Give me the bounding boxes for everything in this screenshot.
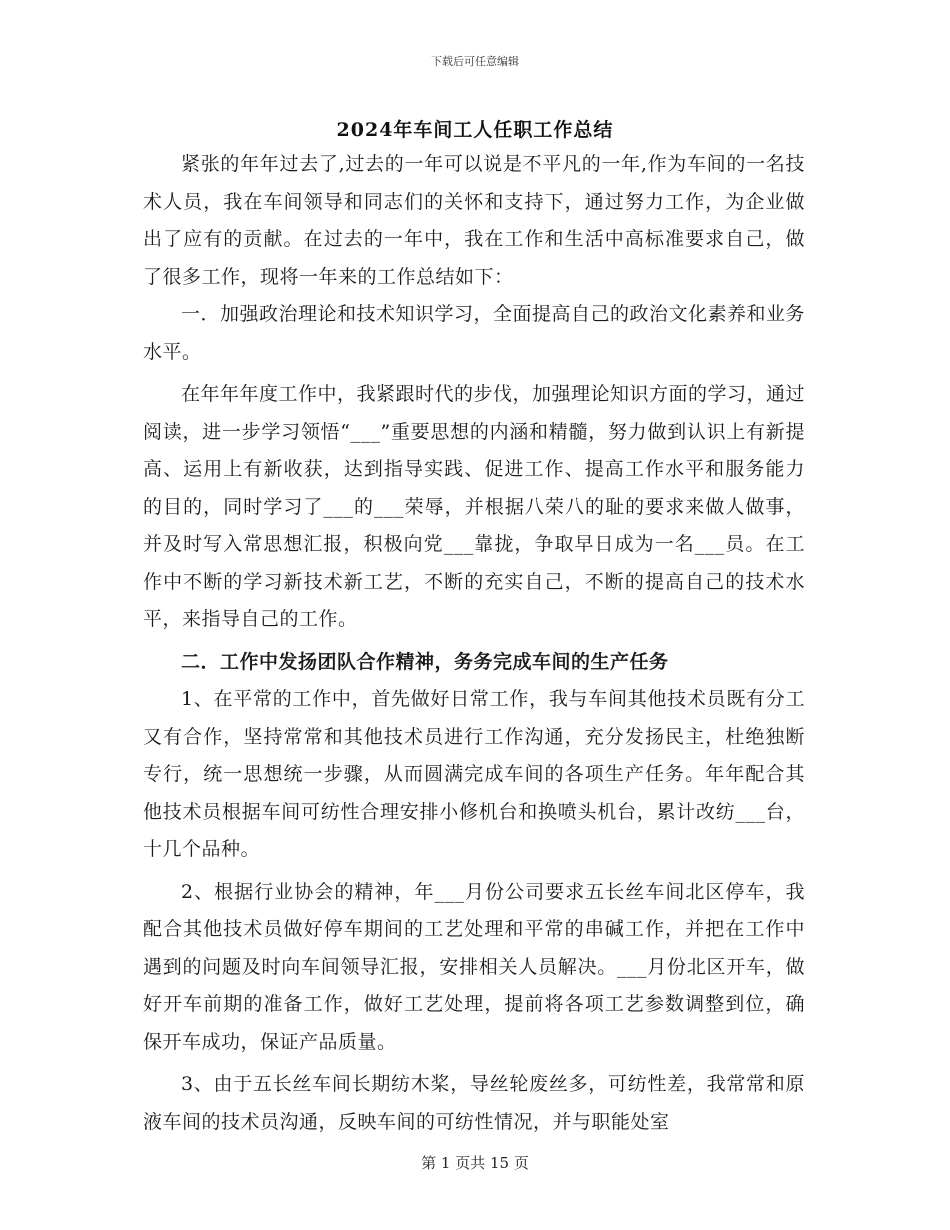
paragraph-item-2: 2、根据行业协会的精神，年___月份公司要求五长丝车间北区停车，我配合其他技术员做好停车期间的工艺处理和平常的串碱工作，并把在工作中遇到的问题及时向车间领导汇报，安排相关人员解决。___月份北区开车，做好开车前期的准备工作，做好工艺处理，提前将各项工艺参数调整到位，确保开车成功，保证产品质量。: [143, 880, 805, 1053]
section-heading-1: 一．加强政治理论和技术知识学习，全面提高自己的政治文化素养和业务水平。: [143, 303, 806, 363]
paragraph-item-1: 1、在平常的工作中，首先做好日常工作，我与车间其他技术员既有分工又有合作，坚持常常和其他技术员进行工作沟通，充分发扬民主，杜绝独断专行，统一思想统一步骤，从而圆满完成车间的各项生产任务。年年配合其他技术员根据车间可纺性合理安排小修机台和换喷头机台，累计改纺___台，十几个品种。: [143, 688, 805, 860]
paragraph-item-3: 3、由于五长丝车间长期纺木桨，导丝轮废丝多，可纺性差，我常常和原液车间的技术员沟通，反映车间的可纺性情况，并与职能处室: [143, 1073, 805, 1133]
paragraph-study: 在年年年度工作中，我紧跟时代的步伐，加强理论知识方面的学习，通过阅读，进一步学习领悟“___”重要思想的内涵和精髓，努力做到认识上有新提高、运用上有新收获，达到指导实践、促进工作、提高工作水平和服务能力的目的，同时学习了___的___荣辱，并根据八荣八的耻的要求来做人做事，并及时写入常思想汇报，积极向党___靠拢，争取早日成为一名___员。在工作中不断的学习新技术新工艺，不断的充实自己，不断的提高自己的技术水平，来指导自己的工作。: [143, 383, 806, 630]
document-title: 2024年车间工人任职工作总结: [336, 119, 614, 141]
header-note: 下载后可任意编辑: [431, 55, 519, 68]
paragraph-intro: 紧张的年年过去了,过去的一年可以说是不平凡的一年,作为车间的一名技术人员，我在车间领导和同志们的关怀和支持下，通过努力工作，为企业做出了应有的贡献。在过去的一年中，我在工作和生活中高标准要求自己，做了很多工作，现将一年来的工作总结如下：: [143, 153, 805, 288]
document-body: [143, 146, 805, 1141]
section-heading-2: 二．工作中发扬团队合作精神，务务完成车间的生产任务: [181, 650, 669, 673]
page-number: 第 1 页共 15 页: [421, 1154, 529, 1172]
